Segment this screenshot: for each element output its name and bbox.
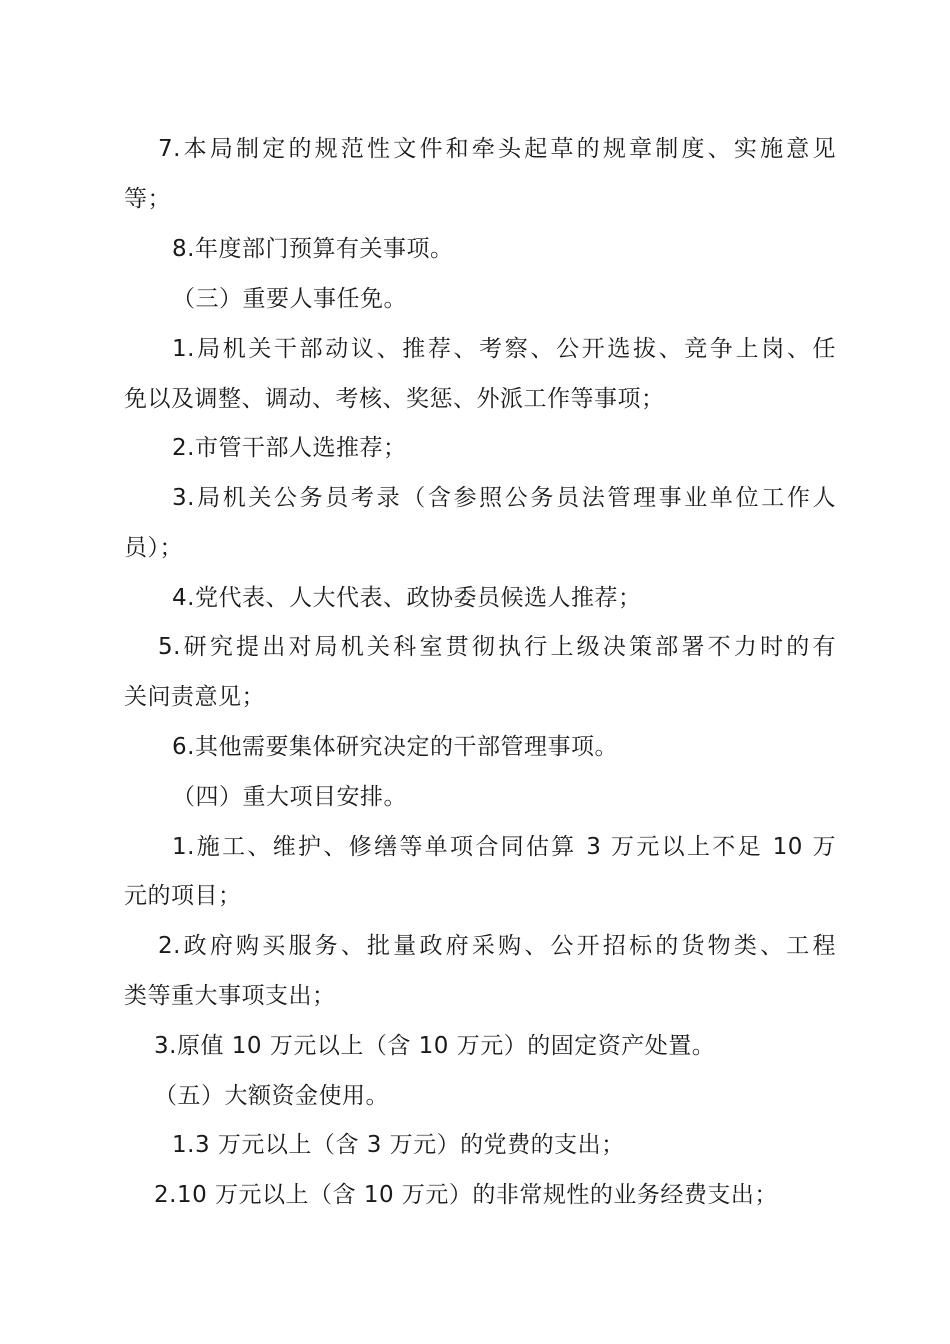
text-line: 免以及调整、调动、考核、奖惩、外派工作等事项； [124, 386, 665, 412]
text-line: 4.党代表、人大代表、政协委员候选人推荐； [172, 585, 642, 611]
text-line: 5.研究提出对局机关科室贯彻执行上级决策部署不力时的有 [158, 634, 836, 660]
text-line: 1.施工、维护、修缮等单项合同估算 3 万元以上不足 10 万 [172, 834, 836, 860]
text-line: 3.原值 10 万元以上（含 10 万元）的固定资产处置。 [154, 1033, 716, 1059]
text-line: 6.其他需要集体研究决定的干部管理事项。 [172, 734, 618, 760]
text-line: 员）； [124, 535, 183, 561]
text-line: 类等重大事项支出； [124, 983, 336, 1009]
text-line: 7.本局制定的规范性文件和牵头起草的规章制度、实施意见 [158, 136, 836, 162]
text-line: 元的项目； [124, 883, 242, 909]
text-line: 3.局机关公务员考录（含参照公务员法管理事业单位工作人 [172, 485, 836, 511]
text-line: 2.政府购买服务、批量政府采购、公开招标的货物类、工程 [158, 933, 836, 959]
text-line: 关问责意见； [124, 684, 265, 710]
text-line: 等； [124, 186, 171, 212]
text-line: 2.10 万元以上（含 10 万元）的非常规性的业务经费支出； [154, 1182, 778, 1208]
text-line: 8.年度部门预算有关事项。 [172, 236, 454, 262]
section-heading: （三）重要人事任免。 [172, 286, 407, 312]
section-heading: （四）重大项目安排。 [172, 784, 407, 810]
text-line: 1.局机关干部动议、推荐、考察、公开选拔、竞争上岗、任 [172, 336, 836, 362]
section-heading: （五）大额资金使用。 [154, 1083, 389, 1109]
text-line: 1.3 万元以上（含 3 万元）的党费的支出； [172, 1132, 625, 1158]
text-line: 2.市管干部人选推荐； [172, 435, 407, 461]
